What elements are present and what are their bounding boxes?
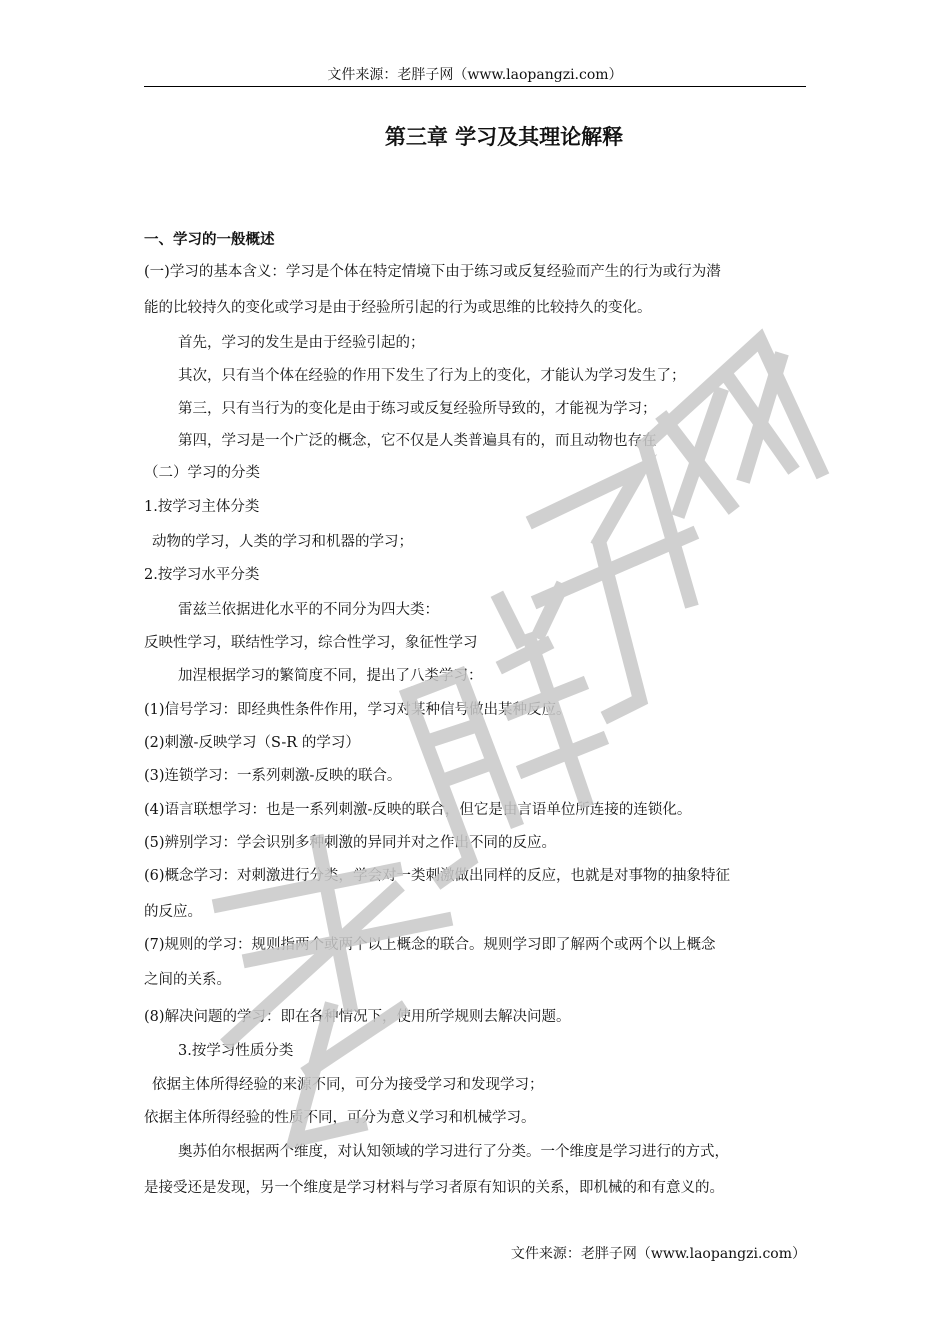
list-item: (5)辨别学习：学会识别多种刺激的异同并对之作出不同的反应。 <box>144 835 557 851</box>
paragraph-line: 第三，只有当行为的变化是由于练习或反复经验所导致的，才能视为学习； <box>178 401 657 417</box>
subsection-heading: 3.按学习性质分类 <box>178 1043 294 1059</box>
paragraph-line: 反映性学习，联结性学习，综合性学习，象征性学习 <box>144 635 478 651</box>
paragraph-line: 奥苏伯尔根据两个维度，对认知领域的学习进行了分类。一个维度是学习进行的方式， <box>178 1144 729 1160</box>
paragraph-line: (一)学习的基本含义：学习是个体在特定情境下由于练习或反复经验而产生的行为或行为潜 <box>144 264 721 280</box>
list-item-continuation: 之间的关系。 <box>144 972 231 988</box>
chapter-title: 第三章 学习及其理论解释 <box>384 125 624 149</box>
paragraph-line: 是接受还是发现，另一个维度是学习材料与学习者原有知识的关系，即机械的和有意义的。 <box>144 1180 724 1196</box>
subsection-heading: 2.按学习水平分类 <box>144 567 260 583</box>
paragraph-line: 能的比较持久的变化或学习是由于经验所引起的行为或思维的比较持久的变化。 <box>144 300 652 316</box>
paragraph-line: 依据主体所得经验的来源不同，可分为接受学习和发现学习； <box>152 1077 544 1093</box>
subsection-heading: 1.按学习主体分类 <box>144 499 260 515</box>
list-item: (1)信号学习：即经典性条件作用，学习对某种信号做出某种反应。 <box>144 702 571 718</box>
list-item-continuation: 的反应。 <box>144 904 202 920</box>
paragraph-line: 加涅根据学习的繁简度不同，提出了八类学习： <box>178 668 483 684</box>
list-item: (3)连锁学习：一系列刺激-反映的联合。 <box>144 768 402 784</box>
paragraph-line: 第四，学习是一个广泛的概念，它不仅是人类普遍具有的，而且动物也存在 <box>178 433 657 449</box>
paragraph-line: 动物的学习，人类的学习和机器的学习； <box>152 534 413 550</box>
list-item: (4)语言联想学习：也是一系列刺激-反映的联合，但它是由言语单位所连接的连锁化。 <box>144 802 692 818</box>
paragraph-line: 首先，学习的发生是由于经验引起的； <box>178 335 425 351</box>
list-item: (6)概念学习：对刺激进行分类，学会对一类刺激做出同样的反应，也就是对事物的抽象特征 <box>144 868 731 884</box>
watermark-glyph-lao <box>220 842 445 1140</box>
list-item: (8)解决问题的学习：即在各种情况下，使用所学规则去解决问题。 <box>144 1009 571 1025</box>
paragraph-line: 其次，只有当个体在经验的作用下发生了行为上的变化，才能认为学习发生了； <box>178 368 686 384</box>
subsection-heading: （二）学习的分类 <box>144 465 260 481</box>
footer-source-label: 文件来源：老胖子网（www.laopangzi.com） <box>510 1246 806 1262</box>
header-source-label: 文件来源：老胖子网（www.laopangzi.com） <box>327 67 623 83</box>
paragraph-line: 雷兹兰依据进化水平的不同分为四大类： <box>178 602 439 618</box>
section-heading: 一、学习的一般概述 <box>144 232 275 248</box>
paragraph-line: 依据主体所得经验的性质不同，可分为意义学习和机械学习。 <box>144 1110 536 1126</box>
list-item: (2)刺激-反映学习（S-R 的学习） <box>144 735 360 751</box>
list-item: (7)规则的学习：规则指两个或两个以上概念的联合。规则学习即了解两个或两个以上概念 <box>144 937 716 953</box>
header-divider <box>144 86 806 87</box>
